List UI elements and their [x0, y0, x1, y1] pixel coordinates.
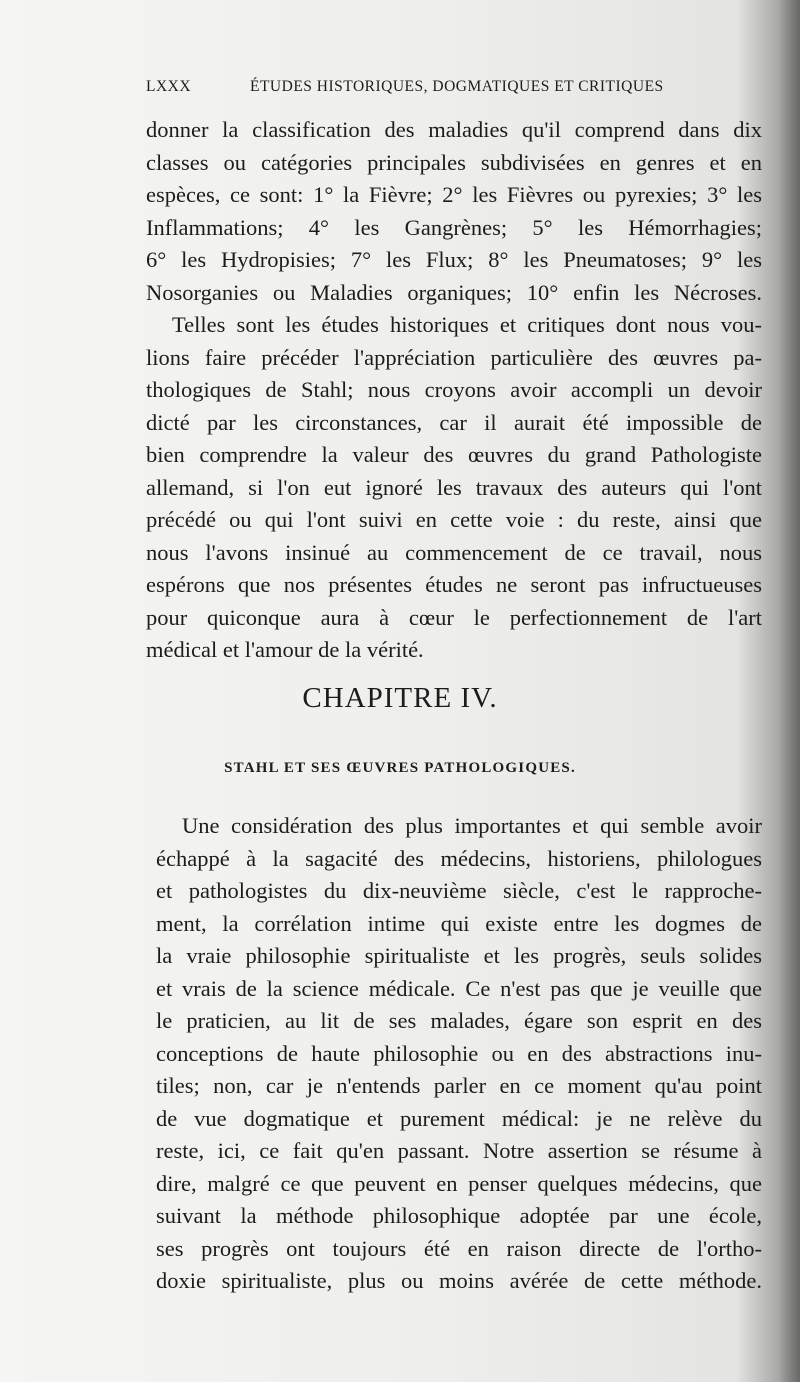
text-line: Nosorganies ou Maladies organiques; 10° enfin les Nécroses. — [146, 279, 762, 305]
chapter-title: CHAPITRE IV. — [302, 682, 498, 714]
text-line: dire, malgré ce que peuvent en penser quelques médecins, que — [156, 1170, 762, 1196]
text-line: précédé ou qui l'ont suivi en cette voie : du reste, ainsi que — [146, 507, 762, 532]
text-line: tiles; non, car je n'entends parler en ce moment qu'au point — [156, 1073, 762, 1098]
text-line: le praticien, au lit de ses malades, égare son esprit en des — [156, 1008, 762, 1033]
text-line: échappé à la sagacité des médecins, historiens, philologues — [156, 845, 762, 871]
paragraph-classification — [146, 114, 762, 309]
page-header — [146, 78, 662, 102]
text-line: espèces, ce sont: 1° la Fièvre; 2° les Fièvres ou pyrexies; 3° les — [146, 182, 762, 207]
text-line: conceptions de haute philosophie ou en des abstractions inu- — [156, 1040, 762, 1066]
text-line: médical et l'amour de la vérité. — [146, 637, 424, 662]
text-line: thologiques de Stahl; nous croyons avoir accompli un devoir — [146, 377, 762, 402]
page-number: LXXX — [146, 78, 192, 95]
text-line: espérons que nos présentes études ne seront pas infructueuses — [146, 572, 762, 597]
text-line: 6° les Hydropisies; 7° les Flux; 8° les Pneumatoses; 9° les — [146, 247, 762, 272]
text-line: Une considération des plus importantes et qui semble avoir — [182, 813, 762, 838]
text-line: donner la classification des maladies qu'il comprend dans dix — [146, 117, 762, 142]
text-line: et vrais de la science médicale. Ce n'est pas que je veuille que — [156, 975, 762, 1001]
section-title: STAHL ET SES ŒUVRES PATHOLOGIQUES. — [224, 760, 576, 776]
text-line: allemand, si l'on eut ignoré les travaux des auteurs qui l'ont — [146, 474, 762, 500]
text-line: nous l'avons insinué au commencement de ce travail, nous — [146, 539, 762, 565]
text-line: reste, ici, ce fait qu'en passant. Notre assertion se résume à — [156, 1138, 762, 1163]
text-line: Inflammations; 4° les Gangrènes; 5° les Hémorrhagies; — [146, 214, 762, 240]
text-line: pour quiconque aura à cœur le perfectionnement de l'art — [146, 604, 762, 630]
text-line: ses progrès ont toujours été en raison directe de l'ortho- — [156, 1235, 762, 1261]
text-line: ment, la corrélation intime qui existe entre les dogmes de — [156, 910, 762, 936]
text-line: de vue dogmatique et purement médical: je ne relève du — [156, 1105, 762, 1131]
text-line: lions faire précéder l'appréciation particulière des œuvres pa- — [146, 344, 762, 370]
paragraph-stahl — [156, 810, 762, 1298]
text-line: suivant la méthode philosophique adoptée par une école, — [156, 1203, 762, 1228]
running-title: ÉTUDES HISTORIQUES, DOGMATIQUES ET CRITIQUES — [250, 78, 664, 95]
text-line: et pathologistes du dix-neuvième siècle, c'est le rapproche- — [156, 878, 762, 903]
paragraph-conclusion — [146, 309, 762, 667]
text-line: Telles sont les études historiques et critiques dont nous vou- — [172, 312, 762, 337]
text-line: dicté par les circonstances, car il aurait été impossible de — [146, 409, 762, 435]
text-line: doxie spiritualiste, plus ou moins avérée de cette méthode. — [156, 1268, 762, 1293]
text-line: classes ou catégories principales subdivisées en genres et en — [146, 149, 762, 175]
text-line: bien comprendre la valeur des œuvres du grand Pathologiste — [146, 442, 762, 467]
text-line: la vraie philosophie spiritualiste et les progrès, seuls solides — [156, 943, 762, 968]
